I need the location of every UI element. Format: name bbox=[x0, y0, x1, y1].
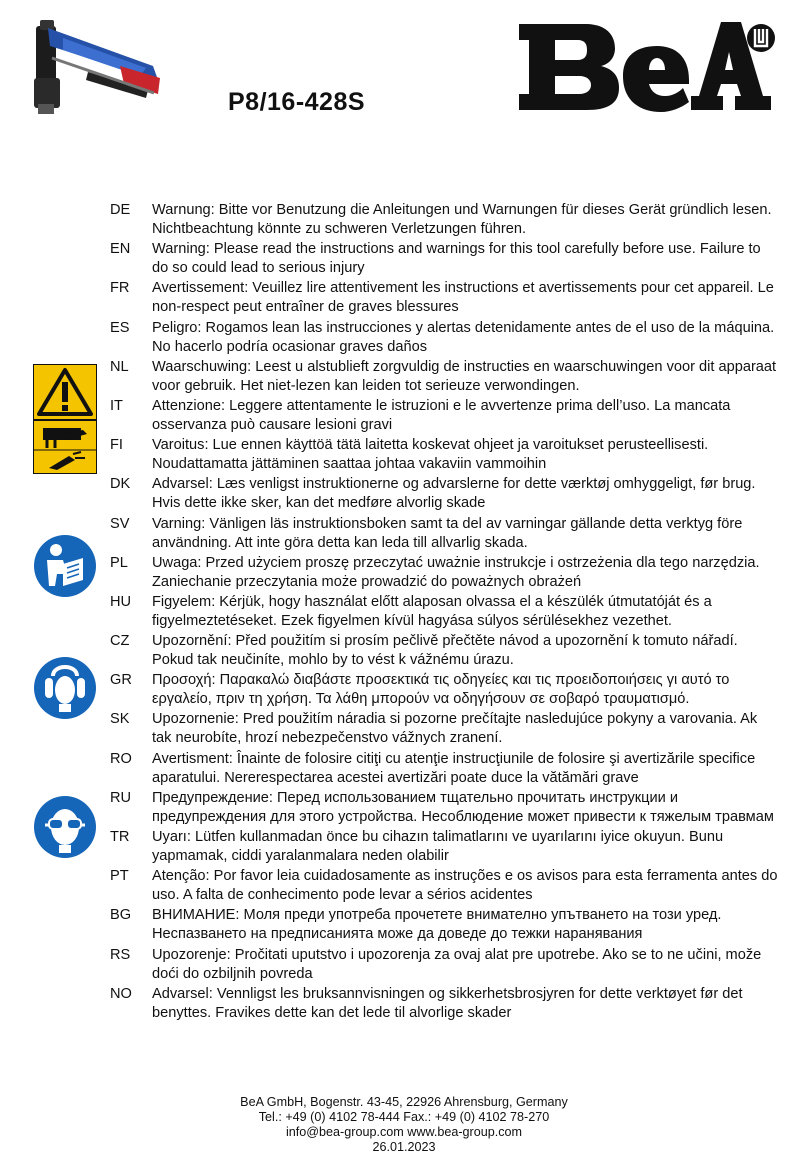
warning-language-list bbox=[110, 201, 780, 1024]
lang-row-it bbox=[110, 397, 780, 435]
lang-text: Uwaga: Przed użyciem proszę przeczytać uważnie instrukcje i ostrzeżenia dla tego narzędzia. Zaniechanie przeczytania może prowadzić do poważnych obrażeń bbox=[152, 554, 760, 590]
lang-row-en bbox=[110, 240, 780, 278]
lang-text: Peligro: Rogamos lean las instrucciones y alertas detenidamente antes de el uso de la máquina. No hacerlo podría ocasionar graves daños bbox=[152, 319, 775, 355]
lang-row-cz bbox=[110, 632, 780, 670]
lang-code: SK bbox=[110, 711, 130, 728]
lang-text: Uyarı: Lütfen kullanmadan önce bu cihazın talimatlarını ve uyarılarını iyice okuyun. Bunu yapmamak, ciddi yaralanmalara neden olabilir bbox=[152, 829, 724, 864]
lang-code: RS bbox=[110, 946, 131, 963]
lang-row-sk bbox=[110, 710, 780, 748]
lang-text: Warning: Please read the instructions and warnings for this tool carefully before use. Failure to do so could lead to serious injury bbox=[152, 241, 761, 277]
lang-text: Advarsel: Vennligst les bruksannvisningen og sikkerhetsbrosjyren for dette verktøyet før det benyttes. Fravikes dette kan det lede til alvorlige skader bbox=[152, 985, 743, 1021]
lang-row-ro bbox=[110, 750, 780, 788]
footer-date: 26.01.2023 bbox=[372, 1140, 436, 1154]
lang-code: NO bbox=[110, 985, 132, 1002]
lang-text: Avertissement: Veuillez lire attentivement les instructions et avertissements pour cet appareil. Le non-respect peut entraîner de graves blessures bbox=[152, 280, 774, 316]
lang-row-gr bbox=[110, 671, 780, 709]
lang-row-no bbox=[110, 985, 780, 1023]
lang-code: FI bbox=[110, 437, 123, 454]
lang-text: Atenção: Por favor leia cuidadosamente as instruções e os avisos para esta ferramenta antes do uso. A falta de conhecimento pode levar a sérios acidentes bbox=[152, 868, 778, 904]
lang-row-fr bbox=[110, 279, 780, 317]
lang-code: GR bbox=[110, 672, 132, 689]
lang-code: PL bbox=[110, 554, 128, 571]
bea-logo bbox=[515, 18, 777, 116]
lang-code: FR bbox=[110, 280, 130, 297]
lang-row-tr bbox=[110, 828, 780, 866]
eye-protection-icon bbox=[33, 795, 97, 859]
lang-code: NL bbox=[110, 358, 129, 375]
lang-code: SV bbox=[110, 515, 130, 532]
lang-code: RO bbox=[110, 750, 132, 767]
read-manual-icon bbox=[33, 534, 97, 598]
lang-row-nl bbox=[110, 358, 780, 396]
lang-code: IT bbox=[110, 397, 123, 414]
lang-code: DK bbox=[110, 476, 131, 493]
lang-code: ES bbox=[110, 319, 130, 336]
lang-text: Waarschuwing: Leest u alstublieft zorgvuldig de instructies en waarschuwingen voor dit apparaat voor gebruik. Het niet-lezen kan leiden tot serieuze verwondingen. bbox=[152, 358, 777, 394]
lang-text: Avertisment: Înainte de folosire citiţi cu atenţie instrucţiunile de folosire şi avertizările specifice aparatului. Nererespectarea acestei avertizări poate duce la vătămări grave bbox=[152, 750, 756, 786]
lang-row-fi bbox=[110, 436, 780, 474]
footer-address: BeA GmbH, Bogenstr. 43-45, 22926 Ahrensburg, Germany bbox=[240, 1095, 568, 1109]
lang-text: Varoitus: Lue ennen käyttöä tätä laitetta koskevat ohjeet ja varoitukset perusteellisesti. Noudattamatta jättäminen saattaa johtaa vakaviin vammoihin bbox=[152, 437, 709, 473]
footer-phone: Tel.: +49 (0) 4102 78-444 Fax.: +49 (0) 4102 78-270 bbox=[258, 1110, 550, 1124]
lang-text: Upozornění: Před použitím si prosím pečlivě přečtěte návod a upozornění k tomuto nářadí. Pokud tak neučiníte, mohlo by to vést k vážnému úrazu. bbox=[152, 633, 738, 669]
lang-text: Upozornenie: Pred použitím náradia si pozorne prečítajte nasledujúce pokyny a varovania. Ak tak neurobíte, hrozí nebezpečenstvo vážnych zranení. bbox=[152, 711, 758, 747]
lang-text: Advarsel: Læs venligst instruktionerne og advarslerne for dette værktøj omhyggeligt, før brug. Hvis dette ikke sker, kan det medføre alvorlig skade bbox=[152, 476, 756, 512]
lang-row-hu bbox=[110, 593, 780, 631]
lang-code: EN bbox=[110, 241, 131, 258]
lang-row-de bbox=[110, 201, 780, 239]
lang-code: BG bbox=[110, 907, 132, 924]
lang-text: Varning: Vänligen läs instruktionsboken samt ta del av varningar gällande detta verktyg före användning. Att inte göra detta kan leda till allvarlig skada. bbox=[152, 515, 743, 551]
lang-text: Attenzione: Leggere attentamente le istruzioni e le avvertenze prima dell’uso. La mancata osservanza può causare lesioni gravi bbox=[152, 397, 731, 433]
footer bbox=[0, 1095, 808, 1155]
lang-text: ВНИМАНИЕ: Моля преди употреба прочетете внимателно упътването на този уред. Неспазването на предписанията може да доведе до тежки наранявания bbox=[152, 907, 722, 943]
lang-code: DE bbox=[110, 202, 131, 218]
lang-text: Figyelem: Kérjük, hogy használat előtt alaposan olvassa el a készülék útmutatóját és a figyelmeztetéseket. Ezek figyelmen kívül hagyása súlyos sérülésekhez vezethet. bbox=[152, 593, 712, 629]
model-number: P8/16-428S bbox=[228, 88, 366, 116]
lang-row-ru bbox=[110, 789, 780, 827]
lang-text: Upozorenje: Pročitati uputstvo i upozorenja za ovaj alat pre upotrebe. Ako se to ne učini, može doći do ozbiljnih povreda bbox=[152, 946, 762, 982]
lang-row-bg bbox=[110, 906, 780, 944]
lang-text: Предупреждение: Перед использованием тщательно прочитать инструкции и предупреждения для этого устройства. Несоблюдение может привести к тяжелым травмам bbox=[152, 789, 774, 825]
lang-text: Warnung: Bitte vor Benutzung die Anleitungen und Warnungen für dieses Gerät gründlich lesen. Nichtbeachtung könnte zu schweren Verletzungen führen. bbox=[152, 202, 772, 237]
lang-code: CZ bbox=[110, 633, 130, 650]
lang-code: PT bbox=[110, 868, 129, 885]
lang-row-pl bbox=[110, 554, 780, 592]
footer-web: info@bea-group.com www.bea-group.com bbox=[285, 1125, 523, 1139]
lang-row-pt bbox=[110, 867, 780, 905]
lang-text: Προσοχή: Παρακαλώ διαβάστε προσεκτικά τις οδηγείες και τις προειδοποιήσεις γι αυτό το εργαλείο, πριν τη χρήση. Τα λάθη μπορούν να οδηγήσουν σε σοβαρό τραυματισμό. bbox=[152, 672, 730, 708]
stapler-tool-image bbox=[28, 18, 168, 123]
lang-row-sv bbox=[110, 515, 780, 553]
ear-protection-icon bbox=[33, 656, 97, 720]
lang-row-dk bbox=[110, 475, 780, 513]
lang-code: RU bbox=[110, 789, 132, 806]
lang-row-es bbox=[110, 319, 780, 357]
lang-code: HU bbox=[110, 593, 132, 610]
warning-triangle-icon bbox=[33, 364, 97, 474]
lang-row-rs bbox=[110, 946, 780, 984]
lang-code: TR bbox=[110, 829, 130, 845]
